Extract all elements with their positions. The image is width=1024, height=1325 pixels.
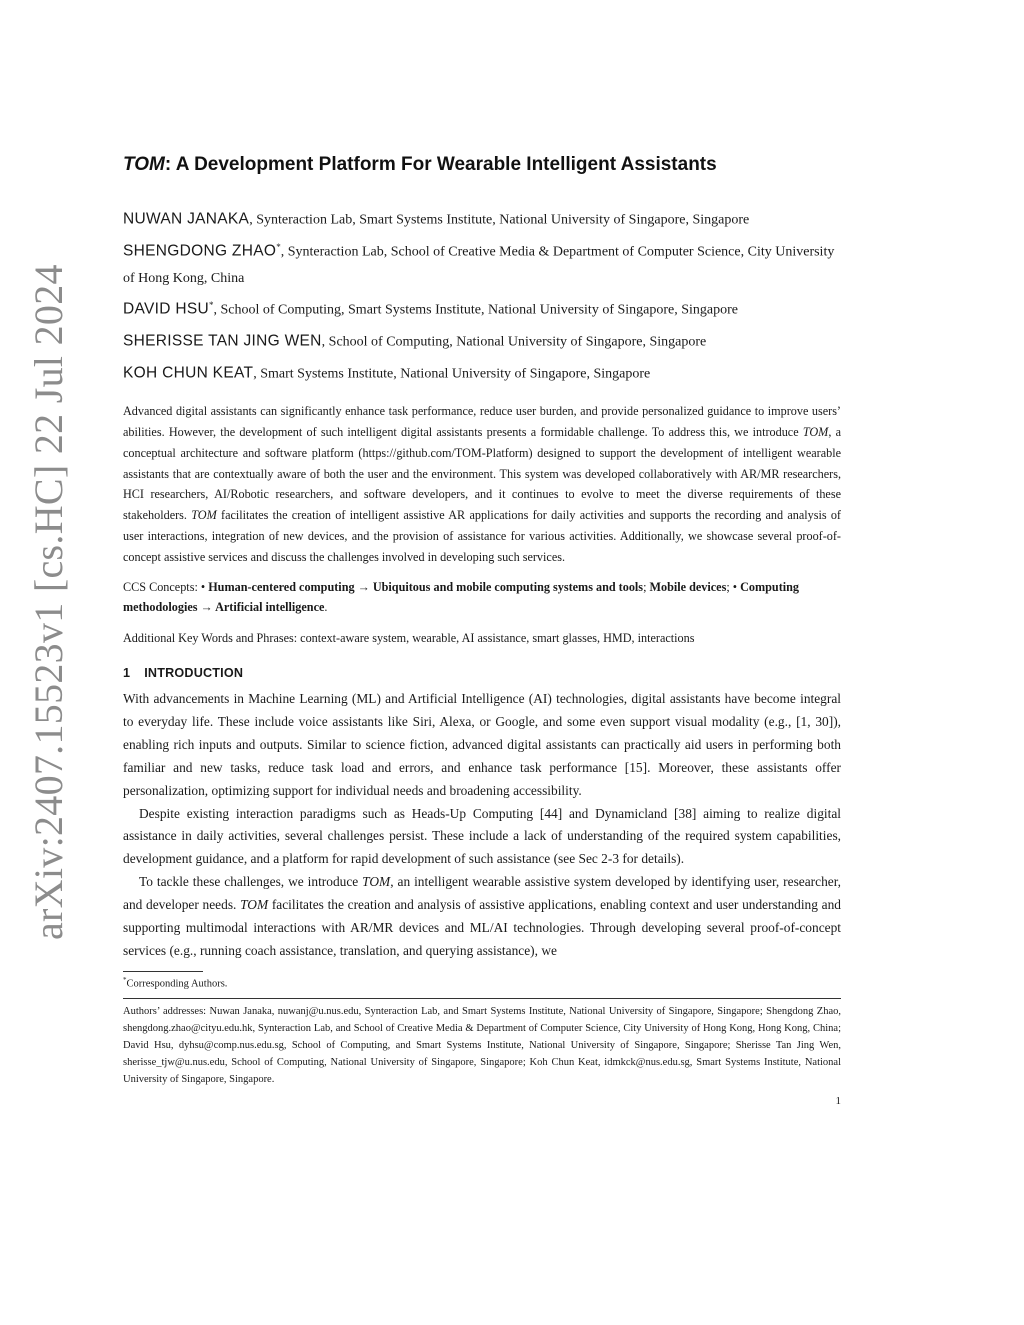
author-entry bbox=[123, 356, 841, 388]
author-entry bbox=[123, 202, 841, 234]
abstract: Advanced digital assistants can significantly enhance task performance, reduce user burden, and provide personalized guidance to improve users’ abilities. However, the development of such intelligent digital assistants presents a formidable challenge. To address this, we introduce TOM, a conceptual architecture and software platform (https://github.com/TOM-Platform) designed to support the development of intelligent wearable assistants that are contextually aware of both the user and the environment. This system was developed collaboratively with AR/MR researchers, HCI researchers, AI/Robotic researchers, and software developers, and it continues to evolve to meet the diverse requirements of these stakeholders. TOM facilitates the creation of intelligent assistive AR applications for daily activities and supports the recording and analysis of user interactions, integration of new devices, and the provision of assistance for various activities. Additionally, we showcase several proof-of-concept assistive services and discuss the challenges involved in developing such services. bbox=[123, 404, 841, 564]
author-name: DAVID HSU bbox=[123, 300, 209, 318]
introduction-body bbox=[123, 688, 841, 963]
section-number: 1 bbox=[123, 666, 131, 681]
corresponding-mark: * bbox=[208, 300, 214, 311]
author-entry bbox=[123, 292, 841, 324]
author-affiliation: , Smart Systems Institute, National University of Singapore, Singapore bbox=[253, 366, 651, 382]
author-entry bbox=[123, 234, 841, 293]
paragraph: To tackle these challenges, we introduce TOM, an intelligent wearable assistive system developed by identifying user, researcher, and developer needs. TOM facilitates the creation and analysis of assistive applications, enabling context and user understanding and supporting multimodal interactions with AR/MR devices and ML/AI technologies. Through developing several proof-of-concept services (e.g., running coach assistance, translation, and querying assistance), we bbox=[123, 874, 841, 959]
paper-title bbox=[123, 154, 841, 176]
corresponding-mark: * bbox=[276, 241, 281, 252]
paragraph: Despite existing interaction paradigms such as Heads-Up Computing [44] and Dynamicland [38] aiming to realize digital assistance in daily activities, several challenges persist. These include a lack of understanding of the required system capabilities, development guidance, and a platform for rapid development of such assistance (see Sec 2-3 for details). bbox=[123, 805, 841, 867]
title-tom: TOM bbox=[123, 154, 165, 175]
section-title: INTRODUCTION bbox=[144, 666, 244, 681]
page-number: 1 bbox=[835, 1094, 841, 1107]
author-affiliation: , School of Computing, Smart Systems Institute, National University of Singapore, Singapore bbox=[213, 302, 739, 318]
author-affiliation: , Synteraction Lab, School of Creative Media & Department of Computer Science, City University of Hong Kong, China bbox=[123, 244, 835, 287]
author-entry bbox=[123, 324, 841, 356]
arxiv-identifier: arXiv:2407.15523v1 [cs.HC] 22 Jul 2024 bbox=[26, 264, 71, 940]
footnote-rule bbox=[123, 971, 203, 972]
paper-page bbox=[123, 150, 841, 1107]
author-name: SHERISSE TAN JING WEN bbox=[123, 332, 322, 350]
author-name: KOH CHUN KEAT bbox=[123, 364, 254, 382]
ccs-concepts: CCS Concepts: • Human-centered computing → Ubiquitous and mobile computing systems and tools; Mobile devices; • Computing methodologies → Artificial intelligence. bbox=[123, 579, 800, 615]
author-name: SHENGDONG ZHAO bbox=[123, 242, 277, 260]
author-name: NUWAN JANAKA bbox=[123, 210, 250, 228]
keywords: Additional Key Words and Phrases: context-aware system, wearable, AI assistance, smart glasses, HMD, interactions bbox=[123, 631, 695, 646]
footnote: *Corresponding Authors. bbox=[123, 975, 228, 990]
author-affiliation: , Synteraction Lab, Smart Systems Institute, National University of Singapore, Singapore bbox=[249, 212, 750, 228]
author-affiliation: , School of Computing, National University of Singapore, Singapore bbox=[321, 334, 707, 350]
paragraph: With advancements in Machine Learning (ML) and Artificial Intelligence (AI) technologies, digital assistants have become integral to everyday life. These include voice assistants like Siri, Alexa, or Google, and some even support visual modality (e.g., [1, 30]), enabling rich inputs and outputs. Similar to science fiction, advanced digital assistants can practically aid users in performing both familiar and new tasks, reduce task load and errors, and enhance task performance [15]. Moreover, these assistants offer personalization, optimizing support for individual needs and broadening accessibility. bbox=[123, 691, 841, 798]
addresses-rule bbox=[123, 998, 841, 999]
author-addresses: Authors’ addresses: Nuwan Janaka, nuwanj@u.nus.edu, Synteraction Lab, and Smart Systems Institute, National University of Singapore, Singapore; Shengdong Zhao, shengdong.zhao@cityu.edu.hk, Synteraction Lab, and School of Creative Media & Department of Computer Science, City University of Hong Kong, Hong Kong, China; David Hsu, dyhsu@comp.nus.edu.sg, School of Computing, and Smart Systems Institute, National University of Singapore, Singapore; Sherisse Tan Jing Wen, sherisse_tjw@u.nus.edu, School of Computing, National University of Singapore, Singapore; Koh Chun Keat, idmkck@nus.edu.sg, Smart Systems Institute, National University of Singapore, Singapore. bbox=[123, 1006, 841, 1086]
section-heading bbox=[123, 666, 841, 680]
title-rest: : A Development Platform For Wearable Intelligent Assistants bbox=[164, 154, 717, 175]
